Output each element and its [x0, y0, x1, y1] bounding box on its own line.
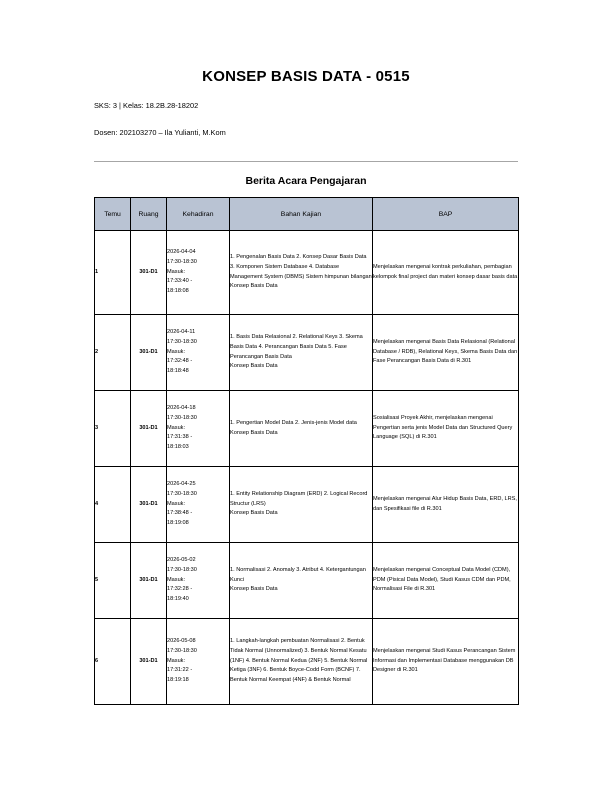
- divider-line: [94, 161, 518, 162]
- kehadiran-masuk-time: 17:32:28 -: [167, 586, 193, 593]
- cell-bap: Menjelaskan mengenai Alur Hidup Basis Data, ERD, LRS, dan Spesifikasi file di R.301: [373, 467, 519, 543]
- kehadiran-schedule: 17:30-18:30: [167, 490, 197, 497]
- kehadiran-masuk-label: Masuk:: [167, 268, 186, 275]
- kehadiran-keluar-time: 18:18:03: [167, 444, 189, 451]
- cell-temu: 5: [95, 543, 131, 619]
- bahan-kajian-subject: Konsep Basis Data: [230, 363, 278, 370]
- kehadiran-date: 2026-05-08: [167, 638, 196, 645]
- kehadiran-masuk-time: 17:32:48 -: [167, 358, 193, 365]
- cell-temu: 2: [95, 315, 131, 391]
- cell-kehadiran: [167, 315, 230, 391]
- cell-bap: Menjelaskan mengenai Studi Kasus Perancangan Sistem Informasi dan Implementasi Database menggunakan DB Designer di R.301: [373, 619, 519, 705]
- cell-temu: 1: [95, 231, 131, 315]
- header-kehadiran: Kehadiran: [167, 198, 230, 231]
- bahan-kajian-subject: Konsep Basis Data: [230, 283, 278, 290]
- kehadiran-keluar-time: 18:19:18: [167, 677, 189, 684]
- bahan-kajian-topics: 1. Entity Relationship Diagram (ERD) 2. Logical Record Structur (LRS): [230, 490, 368, 507]
- kehadiran-schedule: 17:30-18:30: [167, 647, 197, 654]
- cell-bap: Menjelaskan mengenai Basis Data Relasional (Relational Database / RDB), Relational Keys, Skema Basis Data dan Fase Perancangan Basis Data di R.301: [373, 315, 519, 391]
- cell-bahan-kajian: [230, 619, 373, 705]
- table-row: [95, 231, 519, 315]
- kehadiran-schedule: 17:30-18:30: [167, 566, 197, 573]
- cell-ruang: 301-D1: [131, 391, 167, 467]
- cell-kehadiran: [167, 543, 230, 619]
- bahan-kajian-subject: Konsep Basis Data: [230, 510, 278, 517]
- header-bap: BAP: [373, 198, 519, 231]
- berita-acara-table: [94, 197, 519, 705]
- cell-ruang: 301-D1: [131, 543, 167, 619]
- cell-ruang: 301-D1: [131, 619, 167, 705]
- kehadiran-masuk-time: 17:31:22 -: [167, 667, 193, 674]
- cell-ruang: 301-D1: [131, 231, 167, 315]
- bahan-kajian-topics: 1. Pengertian Model Data 2. Jenis-jenis Model data: [230, 419, 357, 426]
- kehadiran-schedule: 17:30-18:30: [167, 338, 197, 345]
- cell-kehadiran: [167, 467, 230, 543]
- course-title: KONSEP BASIS DATA - 0515: [202, 68, 410, 85]
- kehadiran-masuk-label: Masuk:: [167, 348, 186, 355]
- bahan-kajian-topics: 1. Normalisasi 2. Anomaly 3. Atribut 4. Ketergantungan Kunci: [230, 566, 366, 583]
- table-row: [95, 315, 519, 391]
- bahan-kajian-topics: 1. Langkah-langkah pembuatan Normalisasi 2. Bentuk Tidak Normal (Unnormalized) 3. Bentuk Normal Kesatu (1NF) 4. Bentuk Normal Kedua (2NF) 5. Bentuk Normal Ketiga (3NF) 6. Bentuk Boyce-Codd Form (BCNF) 7. Bentuk Normal Keempat (4NF) & Bentuk Normal: [230, 638, 368, 684]
- bahan-kajian-subject: Konsep Basis Data: [230, 429, 278, 436]
- cell-ruang: 301-D1: [131, 315, 167, 391]
- kehadiran-schedule: 17:30-18:30: [167, 414, 197, 421]
- table-header-row: [95, 198, 519, 231]
- kehadiran-masuk-time: 17:33:40 -: [167, 278, 193, 285]
- cell-kehadiran: [167, 619, 230, 705]
- cell-bap: Sosialisasi Proyek Akhir, menjelaskan mengenai Pengertian serta jenis Model Data dan Structured Query Language (SQL) di R.301: [373, 391, 519, 467]
- kehadiran-date: 2026-05-02: [167, 557, 196, 564]
- kehadiran-date: 2026-04-25: [167, 481, 196, 488]
- cell-kehadiran: [167, 391, 230, 467]
- kehadiran-masuk-label: Masuk:: [167, 657, 186, 664]
- header-bahan-kajian: Bahan Kajian: [230, 198, 373, 231]
- kehadiran-masuk-time: 17:31:38 -: [167, 434, 193, 441]
- cell-kehadiran: [167, 231, 230, 315]
- section-title: Berita Acara Pengajaran: [245, 175, 367, 187]
- course-sks-kelas: SKS: 3 | Kelas: 18.2B.28-18202: [94, 101, 199, 110]
- kehadiran-keluar-time: 18:18:48: [167, 368, 189, 375]
- kehadiran-masuk-label: Masuk:: [167, 424, 186, 431]
- kehadiran-masuk-label: Masuk:: [167, 576, 186, 583]
- kehadiran-keluar-time: 18:19:40: [167, 596, 189, 603]
- bahan-kajian-subject: Konsep Basis Data: [230, 586, 278, 593]
- cell-temu: 3: [95, 391, 131, 467]
- kehadiran-masuk-label: Masuk:: [167, 500, 186, 507]
- table-row: [95, 619, 519, 705]
- cell-ruang: 301-D1: [131, 467, 167, 543]
- bahan-kajian-topics: 1. Basis Data Relasional 2. Relational Keys 3. Skema Basis Data 4. Perancangan Basis Data 5. Fase Perancangan Basis Data: [230, 333, 363, 360]
- cell-bahan-kajian: [230, 543, 373, 619]
- cell-bahan-kajian: [230, 315, 373, 391]
- header-temu: Temu: [95, 198, 131, 231]
- table-row: [95, 543, 519, 619]
- kehadiran-masuk-time: 17:38:48 -: [167, 510, 193, 517]
- kehadiran-date: 2026-04-11: [167, 329, 196, 336]
- cell-temu: 4: [95, 467, 131, 543]
- cell-bap: Menjelaskan mengenai Conceptual Data Model (CDM), PDM (Pisical Data Model), Studi Kasus CDM dan PDM, Normalisasi File di R.301: [373, 543, 519, 619]
- cell-bahan-kajian: [230, 231, 373, 315]
- kehadiran-date: 2026-04-18: [167, 405, 196, 412]
- cell-bap: Menjelaskan mengenai kontrak perkuliahan, pembagian kelompok final project dan materi konsep dasar basis data: [373, 231, 519, 315]
- table-row: [95, 467, 519, 543]
- kehadiran-keluar-time: 18:18:08: [167, 288, 189, 295]
- bahan-kajian-topics: 1. Pengenalan Basis Data 2. Konsep Dasar Basis Data 3. Komponen Sistem Database 4. Database Management System (DBMS) Sistem himpunan bilangan: [230, 253, 372, 280]
- kehadiran-keluar-time: 18:19:08: [167, 520, 189, 527]
- cell-temu: 6: [95, 619, 131, 705]
- cell-bahan-kajian: [230, 467, 373, 543]
- header-ruang: Ruang: [131, 198, 167, 231]
- cell-bahan-kajian: [230, 391, 373, 467]
- kehadiran-schedule: 17:30-18:30: [167, 258, 197, 265]
- table-row: [95, 391, 519, 467]
- kehadiran-date: 2026-04-04: [167, 249, 196, 256]
- course-dosen: Dosen: 202103270 – Ila Yulianti, M.Kom: [94, 128, 226, 137]
